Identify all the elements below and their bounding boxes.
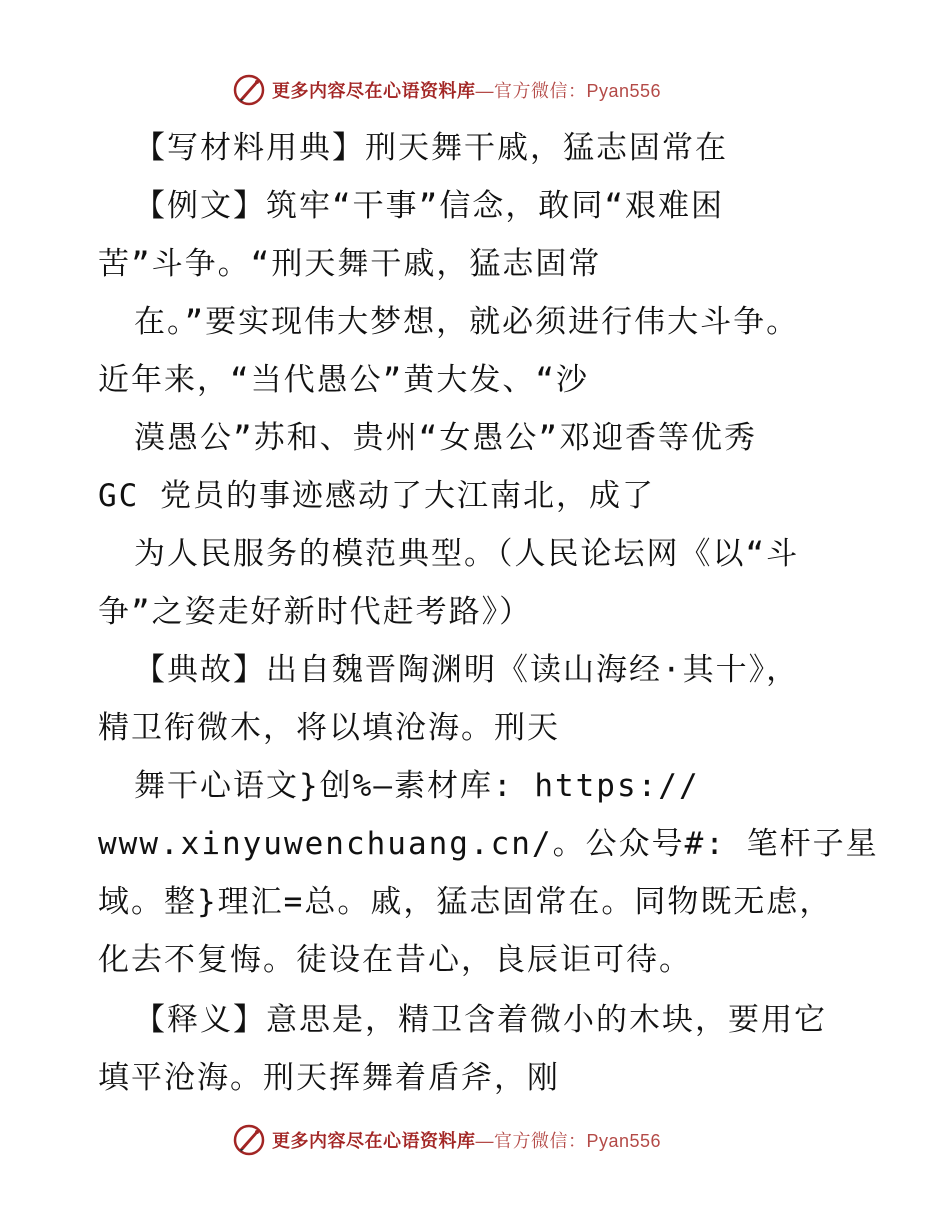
text-line: 在。”要实现伟大梦想，就必须进行伟大斗争。 (134, 304, 800, 340)
footer-banner (232, 1122, 661, 1158)
text-line: 域。整}理汇=总。戚，猛志固常在。同物既无虑， (98, 884, 833, 920)
text-line: 化去不复悔。徒设在昔心，良辰讵可待。 (98, 942, 692, 978)
text-line: 漠愚公”苏和、贵州“女愚公”邓迎香等优秀 (134, 420, 757, 456)
text-line: 【释义】意思是，精卫含着微小的木块，要用它 (134, 1002, 827, 1038)
header-banner (232, 72, 661, 108)
text-line: 【写材料用典】刑天舞干戚，猛志固常在 (134, 130, 728, 166)
banner-wechat-text: —官方微信：Pyan556 (475, 1131, 662, 1151)
text-line: 填平沧海。刑天挥舞着盾斧，刚 (98, 1060, 560, 1096)
banner-accent-text: 更多内容尽在心语资料库 (272, 81, 476, 101)
text-line: 苦”斗争。“刑天舞干戚，猛志固常 (98, 246, 602, 282)
text-line: 【例文】筑牢“干事”信念，敢同“艰难困 (134, 188, 724, 224)
banner-wechat-text: —官方微信：Pyan556 (475, 81, 662, 101)
banner-text (272, 1127, 661, 1153)
text-line: 精卫衔微木，将以填沧海。刑天 (98, 710, 560, 746)
text-line: 为人民服务的模范典型。（人民论坛网《以“斗 (134, 536, 800, 572)
text-line: GC 党员的事迹感动了大江南北，成了 (98, 478, 655, 514)
text-line: 近年来，“当代愚公”黄大发、“沙 (98, 362, 589, 398)
text-line: 舞干心语文}创%—素材库: https:// (134, 768, 700, 804)
text-line: 【典故】出自魏晋陶渊明《读山海经·其十》， (134, 652, 800, 688)
text-line: www.xinyuwenchuang.cn/。公众号#: 笔杆子星 (98, 826, 879, 862)
text-line: 争”之姿走好新时代赶考路》） (98, 594, 533, 630)
banner-text (272, 77, 661, 103)
quill-pen-logo-icon (232, 1123, 266, 1157)
quill-pen-logo-icon (232, 73, 266, 107)
banner-accent-text: 更多内容尽在心语资料库 (272, 1131, 476, 1151)
